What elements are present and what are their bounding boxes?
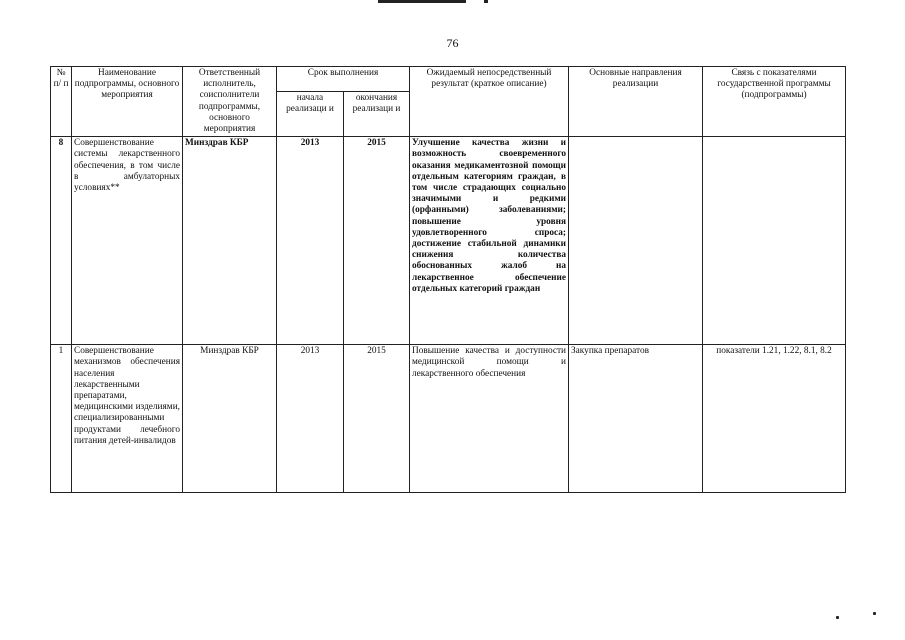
header-directions: Основные направления реализации bbox=[569, 67, 703, 137]
row-name: Совершенствование системы лекарственного обеспечения, в том числе в амбулаторных условиях** bbox=[72, 137, 183, 345]
row-name: Совершенствование механизмов обеспечения населения лекарственными препаратами, медицинскими изделиями, специализированными продуктами лечебного питания детей-инвалидов bbox=[72, 345, 183, 493]
header-term: Срок выполнения bbox=[277, 67, 410, 92]
header-start: начала реализаци и bbox=[277, 92, 344, 137]
row-end: 2015 bbox=[344, 137, 410, 345]
row-start: 2013 bbox=[277, 137, 344, 345]
header-executor: Ответственный исполнитель, соисполнители подпрограммы, основного мероприятия bbox=[183, 67, 277, 137]
header-name: Наименование подпрограммы, основного мероприятия bbox=[72, 67, 183, 137]
row-start: 2013 bbox=[277, 345, 344, 493]
row-result: Улучшение качества жизни и возможность своевременного оказания медикаментозной помощи отдельным категориям граждан, в том числе страдающих социально значимыми и редкими (орфанными) заболеваниями; повышение уровня удовлетворенного спроса; достижение стабильной динамики снижения количества обоснованных жалоб на лекарственное обеспечение отдельных категорий граждан bbox=[410, 137, 569, 345]
row-directions bbox=[569, 137, 703, 345]
row-result: Повышение качества и доступности медицинской помощи и лекарственного обеспечения bbox=[410, 345, 569, 493]
scan-artifact-mark bbox=[378, 0, 466, 3]
header-link: Связь с показателями государственной программы (подпрограммы) bbox=[703, 67, 846, 137]
header-result: Ожидаемый непосредственный результат (краткое описание) bbox=[410, 67, 569, 137]
row-link bbox=[703, 137, 846, 345]
row-num: 8 bbox=[51, 137, 72, 345]
row-num: 1 bbox=[51, 345, 72, 493]
program-table bbox=[50, 66, 846, 493]
row-executor: Минздрав КБР bbox=[183, 345, 277, 493]
page-number: 76 bbox=[446, 36, 459, 50]
header-end: окончания реализаци и bbox=[344, 92, 410, 137]
table-row bbox=[51, 137, 846, 345]
row-end: 2015 bbox=[344, 345, 410, 493]
table-row bbox=[51, 345, 846, 493]
row-executor: Минздрав КБР bbox=[183, 137, 277, 345]
scan-artifact-mark bbox=[484, 0, 488, 3]
header-num: № п/ п bbox=[51, 67, 72, 137]
table-header-row bbox=[51, 67, 846, 92]
row-link: показатели 1.21, 1.22, 8.1, 8.2 bbox=[703, 345, 846, 493]
row-directions: Закупка препаратов bbox=[569, 345, 703, 493]
scan-artifact-dot bbox=[873, 612, 876, 615]
scan-artifact-dot bbox=[836, 616, 839, 619]
